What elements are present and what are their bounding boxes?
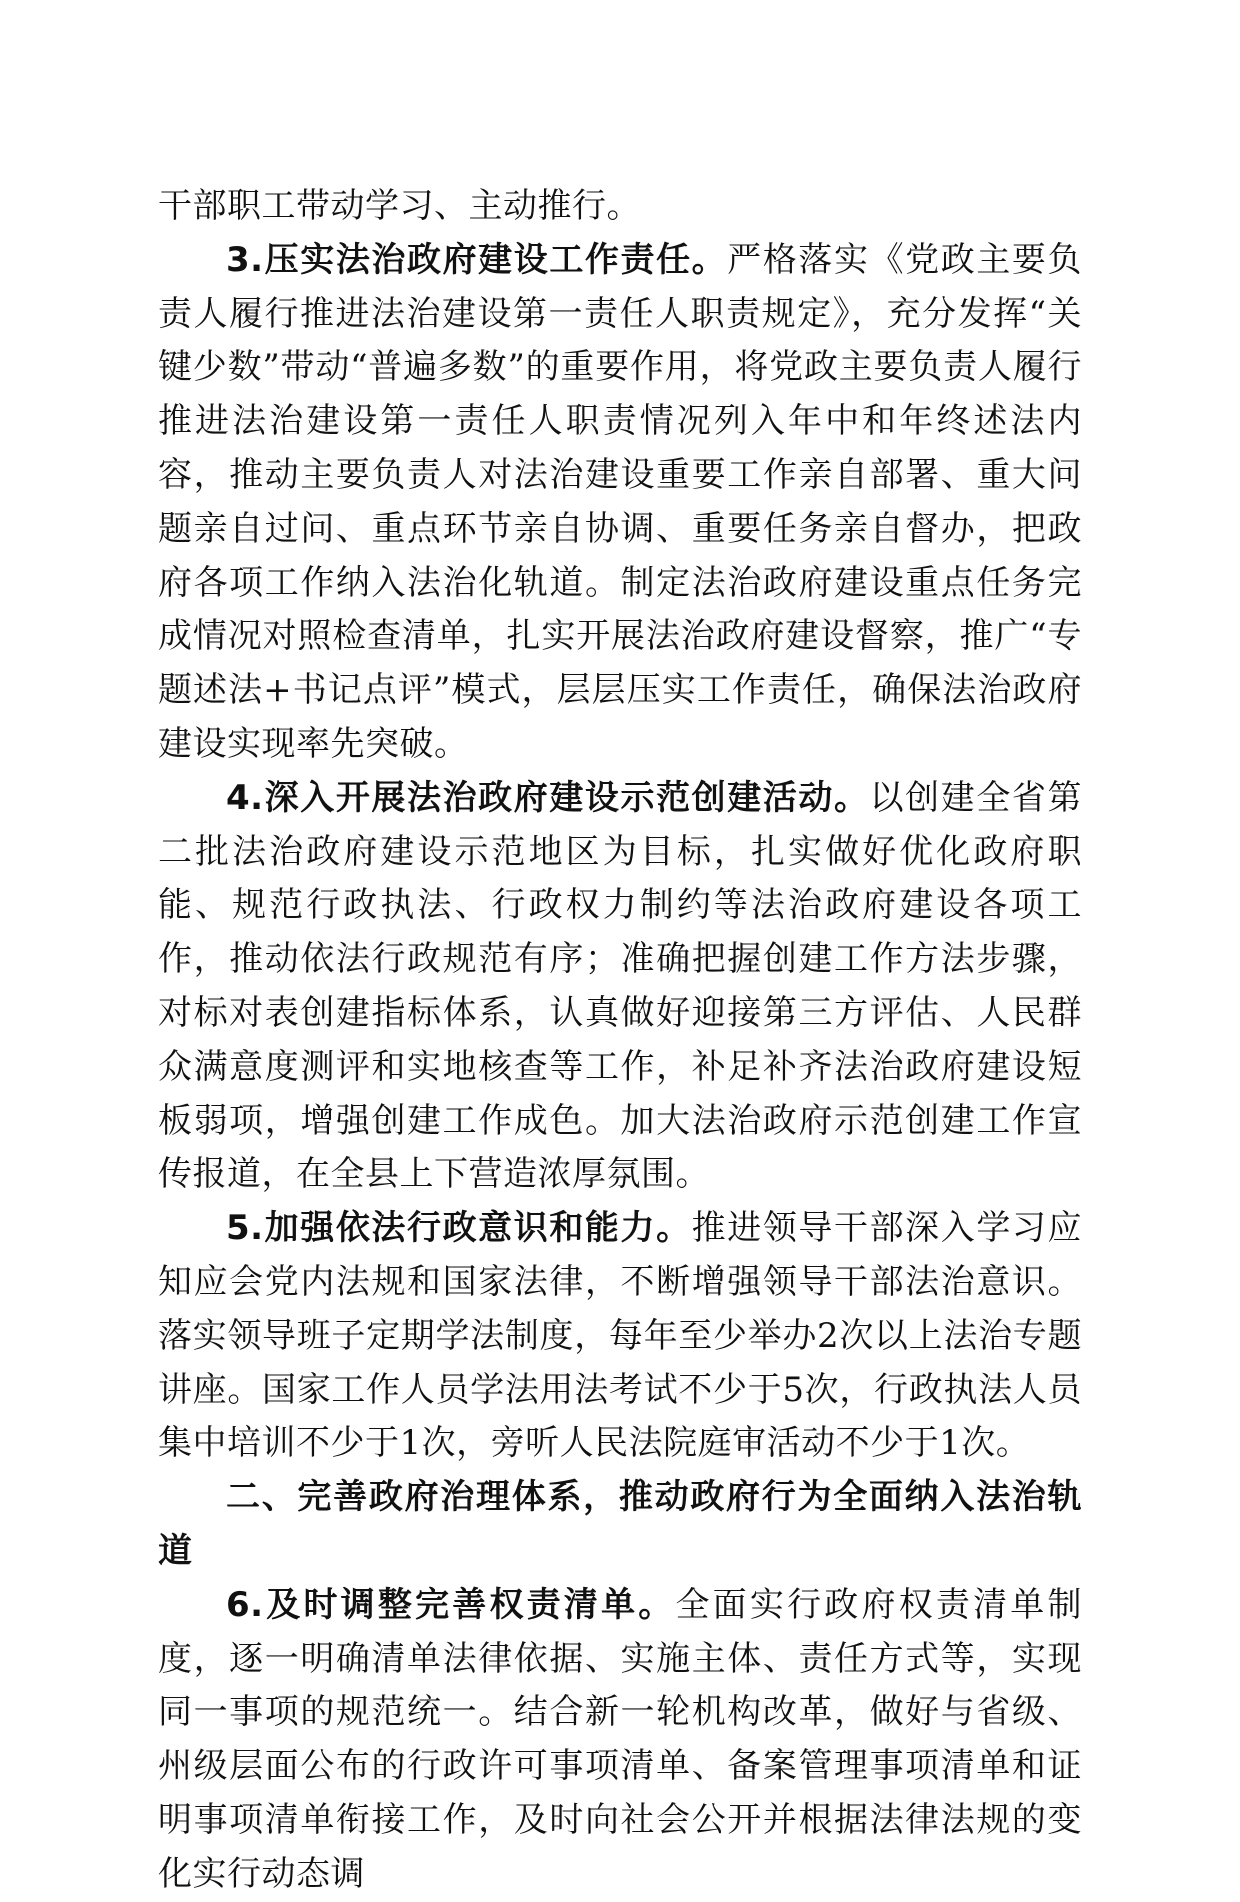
paragraph-lead: 3.压实法治政府建设工作责任。 bbox=[226, 239, 728, 280]
paragraph-text: 严格落实《党政主要负责人履行推进法治建设第一责任人职责规定》，充分发挥“关键少数”带动“普遍多数”的重要作用，将党政主要负责人履行推进法治建设第一责任人职责情况列入年中和年终述法内容，推动主要负责人对法治建设重要工作亲自部署、重大问题亲自过问、重点环节亲自协调、重要任务亲自督办，把政府各项工作纳入法治化轨道。制定法治政府建设重点任务完成情况对照检查清单，扎实开展法治政府建设督察，推广“专题述法+书记点评”模式，层层压实工作责任，确保法治政府建设实现率先突破。 bbox=[158, 239, 1083, 764]
paragraph-lead: 4.深入开展法治政府建设示范创建活动。 bbox=[226, 777, 870, 818]
paragraph-text: 推进领导干部深入学习应知应会党内法规和国家法律，不断增强领导干部法治意识。落实领导班子定期学法制度，每年至少举办2次以上法治专题讲座。国家工作人员学法用法考试不少于5次，行政执法人员集中培训不少于1次，旁听人民法院庭审活动不少于1次。 bbox=[158, 1208, 1083, 1464]
paragraph-lead: 5.加强依法行政意识和能力。 bbox=[226, 1208, 692, 1249]
paragraph-text: 以创建全省第二批法治政府建设示范地区为目标，扎实做好优化政府职能、规范行政执法、行政权力制约等法治政府建设各项工作，推动依法行政规范有序；准确把握创建工作方法步骤，对标对表创建指标体系，认真做好迎接第三方评估、人民群众满意度测评和实地核查等工作，补足补齐法治政府建设短板弱项，增强创建工作成色。加大法治政府示范创建工作宣传报道，在全县上下营造浓厚氛围。 bbox=[158, 777, 1082, 1195]
paragraph-item-5 bbox=[158, 1202, 1082, 1471]
paragraph-item-4 bbox=[158, 772, 1082, 1202]
paragraph-item-3 bbox=[158, 234, 1082, 772]
document-body bbox=[158, 180, 1082, 1902]
paragraph-item-6 bbox=[158, 1579, 1082, 1902]
paragraph-text: 干部职工带动学习、主动推行。 bbox=[158, 186, 641, 226]
section-heading: 二、完善政府治理体系，推动政府行为全面纳入法治轨道 bbox=[158, 1477, 1082, 1571]
paragraph-lead: 6.及时调整完善权责清单。 bbox=[226, 1584, 676, 1625]
continuation-paragraph bbox=[158, 180, 1082, 234]
paragraph-text: 全面实行政府权责清单制度，逐一明确清单法律依据、实施主体、责任方式等，实现同一事项的规范统一。结合新一轮机构改革，做好与省级、州级层面公布的行政许可事项清单、备案管理事项清单和证明事项清单衔接工作，及时向社会公开并根据法律法规的变化实行动态调 bbox=[158, 1584, 1082, 1894]
